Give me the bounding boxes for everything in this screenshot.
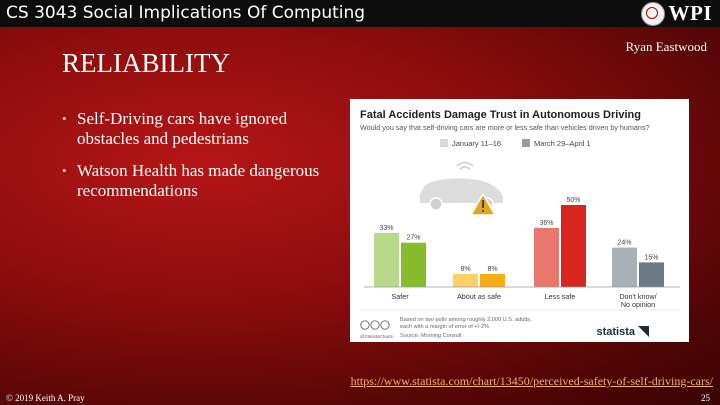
bar-value-label: 33% — [379, 224, 394, 232]
bar-value-label: 24% — [617, 239, 632, 247]
chart-source: Source: Morning Consult — [400, 333, 462, 339]
wifi-icon — [457, 163, 473, 170]
statista-chart — [350, 99, 689, 342]
wpi-logo-text: WPI — [668, 1, 712, 25]
chart-title: Fatal Accidents Damage Trust in Autonomous Driving — [360, 109, 641, 121]
bar-3-2 — [561, 205, 586, 287]
bar-value-label: 50% — [566, 197, 581, 204]
category-label: About as safe — [457, 292, 501, 301]
chart-panel — [350, 99, 689, 342]
chart-note-line: Based on two polls among roughly 2,000 U.S. adults, — [400, 317, 532, 323]
legend-label-1: January 11–16 — [452, 139, 502, 148]
bar-4-2 — [639, 262, 664, 287]
bar-value-label: 8% — [460, 265, 471, 273]
bullet-item: • Self-Driving cars have ignored obstacles and pedestrians — [62, 109, 332, 149]
statista-logo-icon — [638, 326, 649, 337]
bar-3-1 — [534, 228, 559, 287]
chart-note-line: each with a margin of error of +/-2% — [400, 324, 490, 330]
source-link[interactable]: https://www.statista.com/chart/13450/perceived-safety-of-self-driving-cars/ — [350, 374, 713, 388]
bar-4-1 — [612, 248, 637, 287]
bar-value-label: 15% — [644, 254, 659, 262]
by-icon — [371, 321, 379, 329]
chart-note — [400, 317, 532, 330]
category-label: No opinion — [620, 300, 656, 309]
license-icons — [361, 321, 389, 329]
bullet-item: • Watson Health has made dangerous recommendations — [62, 161, 332, 201]
category-labels — [391, 292, 656, 309]
bullet-list — [62, 109, 332, 213]
category-label: Safer — [391, 292, 409, 301]
legend-label-2: March 29–April 1 — [534, 139, 591, 148]
car-wheel-icon — [430, 198, 442, 210]
wpi-logo — [641, 1, 713, 26]
statista-credit: @StatistaCharts — [360, 334, 393, 339]
wpi-seal-icon — [641, 2, 665, 26]
course-title: CS 3043 Social Implications Of Computing — [6, 3, 366, 23]
legend-swatch-1 — [440, 139, 448, 147]
chart-legend — [440, 139, 591, 148]
category-label: Less safe — [544, 292, 576, 301]
chart-bars — [374, 197, 664, 287]
slide-title: RELIABILITY — [62, 48, 230, 78]
nd-icon — [381, 321, 389, 329]
author-name: Ryan Eastwood — [625, 39, 707, 54]
bar-value-label: 8% — [487, 265, 498, 273]
category-label: Don't know/ — [619, 292, 657, 301]
car-warning-icon — [420, 163, 503, 216]
bar-1-1 — [374, 233, 399, 287]
statista-brand: statista — [596, 326, 635, 338]
page-number: 25 — [701, 393, 710, 403]
legend-swatch-2 — [522, 139, 530, 147]
chart-subtitle: Would you say that self-driving cars are more or less safe than vehicles driven by humans? — [360, 123, 650, 132]
bar-2-2 — [480, 274, 505, 287]
bar-value-label: 27% — [406, 234, 421, 242]
warning-dot-icon — [482, 210, 484, 212]
warning-mark-icon — [482, 200, 484, 208]
cc-icon — [361, 321, 369, 329]
header-bar — [0, 0, 720, 27]
bar-2-1 — [453, 274, 478, 287]
copyright: © 2019 Keith A. Pray — [6, 393, 85, 403]
bar-value-label: 36% — [539, 219, 554, 227]
bar-1-2 — [401, 243, 426, 287]
